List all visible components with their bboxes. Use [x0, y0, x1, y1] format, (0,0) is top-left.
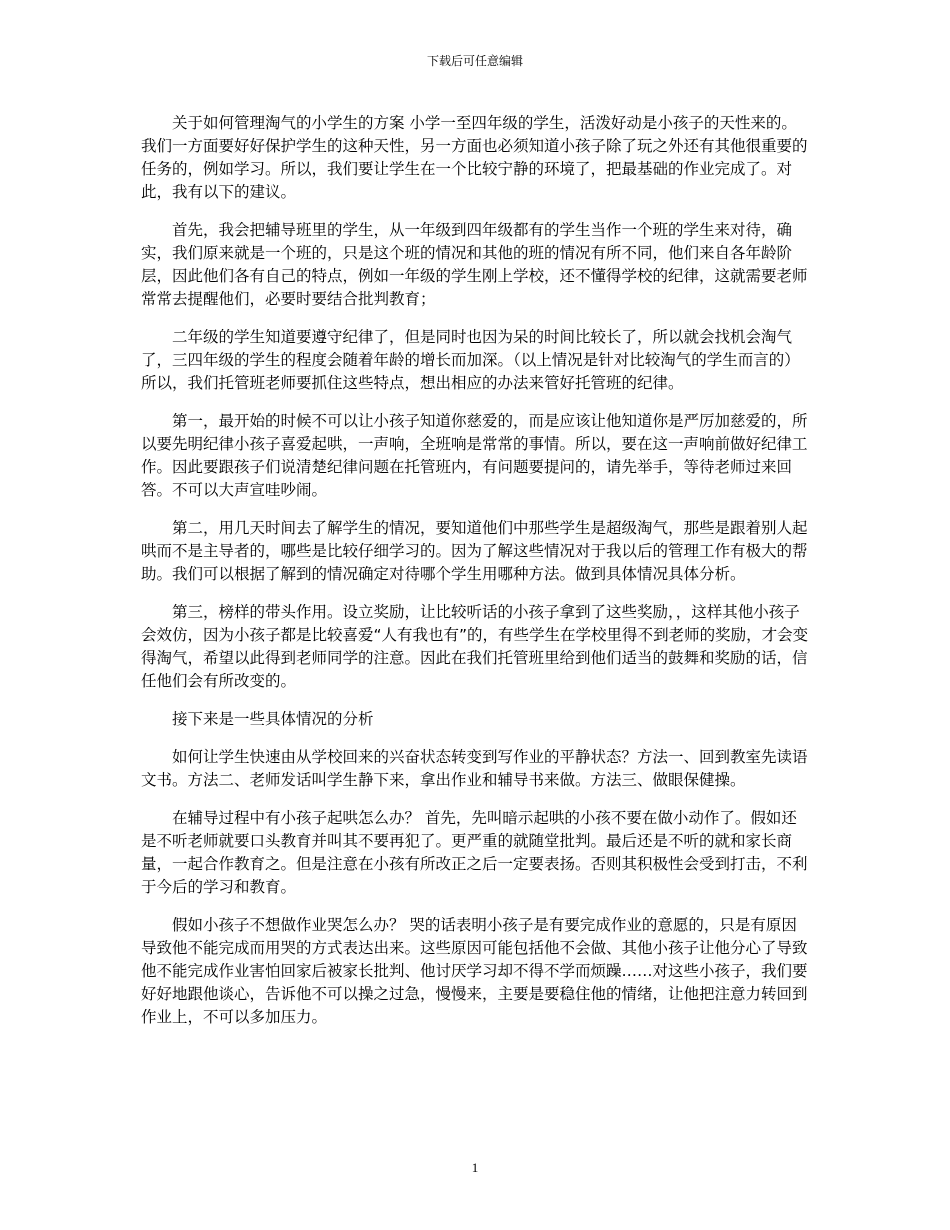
paragraph-crying: 假如小孩子不想做作业哭怎么办？ 哭的话表明小孩子是有要完成作业的意愿的，只是有原因导致他不能完成而用哭的方式表达出来。这些原因可能包括他不会做、其他小孩子让他分心了导致他不能完成作业害怕回家后被家长批判、他讨厌学习却不得不学而烦躁……对这些小孩子，我们要好好地跟他谈心，告诉他不可以操之过急，慢慢来，主要是要稳住他的情绪，让他把注意力转回到作业上，不可以多加压力。 — [141, 916, 808, 1026]
paragraph-grade-levels: 二年级的学生知道要遵守纪律了，但是同时也因为呆的时间比较长了，所以就会找机会淘气了，三四年级的学生的程度会随着年龄的增长而加深。（以上情况是针对比较淘气的学生而言的）所以，我们托管班老师要抓住这些特点，想出相应的办法来管好托管班的纪律。 — [141, 328, 800, 392]
document-body — [141, 112, 809, 1044]
paragraph-step-two: 第二，用几天时间去了解学生的情况，要知道他们中那些学生是超级淘气，那些是跟着别人起哄而不是主导者的，哪些是比较仔细学习的。因为了解这些情况对于我以后的管理工作有极大的帮助。我们可以根据了解到的情况确定对待哪个学生用哪种方法。做到具体情况具体分析。 — [141, 519, 808, 583]
page-number: 1 — [471, 1160, 479, 1175]
paragraph-first-point: 首先，我会把辅导班里的学生，从一年级到四年级都有的学生当作一个班的学生来对待，确实，我们原来就是一个班的，只是这个班的情况和其他的班的情况有所不同，他们来自各年龄阶层，因此他们各有自己的特点，例如一年级的学生刚上学校，还不懂得学校的纪律，这就需要老师常常去提醒他们，必要时要结合批判教育； — [141, 221, 808, 308]
paragraph-analysis-heading: 接下来是一些具体情况的分析 — [172, 710, 374, 728]
paragraph-disruption: 在辅导过程中有小孩子起哄怎么办？ 首先，先叫暗示起哄的小孩不要在做小动作了。假如还是不听老师就要口头教育并叫其不要再犯了。更严重的就随堂批判。最后还是不听的就和家长商量，一起合作教育之。但是注意在小孩有所改正之后一定要表扬。否则其积极性会受到打击，不利于今后的学习和教育。 — [141, 809, 808, 896]
paragraph-intro: 关于如何管理淘气的小学生的方案 小学一至四年级的学生，活泼好动是小孩子的天性来的。我们一方面要好好保护学生的这种天性，另一方面也必须知道小孩子除了玩之外还有其他很重要的任务的，例如学习。所以，我们要让学生在一个比较宁静的环境了，把最基础的作业完成了。对此，我有以下的建议。 — [141, 114, 808, 201]
paragraph-step-three: 第三，榜样的带头作用。设立奖励，让比较听话的小孩子拿到了这些奖励，，这样其他小孩子会效仿，因为小孩子都是比较喜爱“人有我也有”的，有些学生在学校里得不到老师的奖励，才会变得淘气，希望以此得到老师同学的注意。因此在我们托管班里给到他们适当的鼓舞和奖励的话，信任他们会有所改变的。 — [141, 603, 809, 690]
paragraph-step-one: 第一，最开始的时候不可以让小孩子知道你慈爱的，而是应该让他知道你是严厉加慈爱的，所以要先明纪律小孩子喜爱起哄，一声响，全班响是常常的事情。所以，要在这一声响前做好纪律工作。因此要跟孩子们说清楚纪律问题在托管班内，有问题要提问的，请先举手，等待老师过来回答。不可以大声宣哇吵闹。 — [141, 412, 808, 499]
page-header: 下载后可任意编辑 — [426, 54, 523, 68]
paragraph-calm-down: 如何让学生快速由从学校回来的兴奋状态转变到写作业的平静状态？方法一、回到教室先读语文书。方法二、老师发话叫学生静下来，拿出作业和辅导书来做。方法三、做眼保健操。 — [141, 748, 808, 789]
